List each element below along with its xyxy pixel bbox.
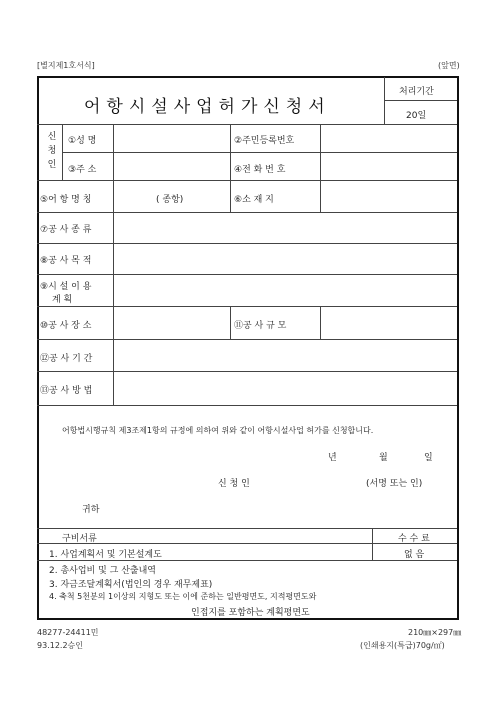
line-applicant-mid (62, 152, 457, 153)
line-docs-top (37, 528, 457, 529)
row8-label-divider (113, 243, 114, 274)
fee-value: 없 음 (404, 550, 425, 560)
row5-label-divider (113, 180, 114, 212)
fee-header: 수 수 료 (398, 534, 430, 544)
docs-fee-divider (372, 528, 373, 560)
scale-label: ⑪공 사 규 모 (234, 321, 287, 331)
docs-header: 구비서류 (62, 534, 97, 544)
line-row10-bottom (37, 339, 457, 340)
phone-label: ④전 화 번 호 (234, 165, 286, 175)
document-item-2: 2. 총사업비 및 그 산출내역 (49, 566, 156, 576)
applicant-mid-divider (230, 124, 231, 180)
row10-right-divider (320, 306, 321, 339)
date-year: 년 (328, 453, 337, 463)
address-label: ③주 소 (68, 165, 97, 175)
name-label: ①성 명 (68, 136, 97, 146)
method-label: ⑬공 사 방 법 (40, 386, 93, 396)
document-item-3: 3. 자금조달계획서(법인의 경우 재무제표) (49, 580, 213, 590)
approval-date: 93.12.2승인 (37, 641, 83, 650)
paper-size: 210㎜×297㎜ (408, 628, 462, 637)
row10-mid-divider (230, 306, 231, 339)
harbor-grade: ( 종항) (156, 195, 184, 205)
applicant-signature-label: 신 청 인 (218, 479, 250, 489)
row13-label-divider (113, 371, 114, 405)
line-title-bottom (37, 124, 457, 125)
row10-label-divider (113, 306, 114, 339)
paper-spec: (인쇄용지(특급)70g/㎡) (360, 641, 445, 650)
processing-divider (384, 100, 457, 101)
row12-label-divider (113, 339, 114, 371)
signature-note: (서명 또는 인) (366, 479, 423, 489)
period-label: ⑫공 사 기 간 (40, 354, 93, 364)
date-month: 월 (379, 453, 388, 463)
addressee-label: 귀하 (82, 505, 100, 515)
line-row9-bottom (37, 306, 457, 307)
applicant-right-divider (320, 124, 321, 180)
row9-label-divider (113, 274, 114, 306)
form-number: [별지제1호서식] (37, 61, 95, 70)
line-row5-bottom (37, 212, 457, 213)
frame-right (457, 76, 459, 620)
line-row13-bottom (37, 405, 457, 406)
resident-number-label: ②주민등록번호 (234, 136, 295, 146)
applicant-label-divider (113, 124, 114, 180)
page-side: (앞면) (438, 61, 460, 70)
date-day: 일 (424, 453, 433, 463)
document-item-4-continued: 인접지를 포함하는 계획평면도 (191, 608, 310, 618)
applicant-group-label: 신 청 인 (47, 132, 57, 170)
usage-plan-label-line1: ⑨시 설 이 용 (40, 282, 92, 292)
line-row7-bottom (37, 243, 457, 244)
site-label: ⑩공 사 장 소 (40, 321, 92, 331)
processing-label: 처리기간 (399, 87, 434, 97)
processing-days: 20일 (406, 111, 427, 121)
line-row12-bottom (37, 371, 457, 372)
row7-label-divider (113, 212, 114, 243)
application-statement: 어항법시행규칙 제3조제1항의 규정에 의하여 위와 같이 어항시설사업 허가를 신청합니다. (62, 426, 374, 435)
document-item-4: 4. 축척 5천분의 1이상의 지형도 또는 이에 준하는 일반평면도, 지적평면도와 (49, 592, 317, 601)
location-label: ⑥소 재 지 (234, 195, 274, 205)
line-row8-bottom (37, 274, 457, 275)
row5-right-divider (320, 180, 321, 212)
line-applicant-bottom (37, 180, 457, 181)
work-purpose-label: ⑧공 사 목 적 (40, 256, 92, 266)
row5-mid-divider (230, 180, 231, 212)
form-title: 어항시설사업허가신청서 (84, 97, 331, 117)
line-docs-fee-bottom (37, 560, 457, 561)
usage-plan-label-line2: 계 획 (52, 295, 73, 305)
form-code: 48277-24411민 (37, 628, 99, 637)
frame-bottom (37, 618, 459, 620)
document-item-1: 1. 사업계획서 및 기본설계도 (49, 550, 162, 560)
line-docs-header-bottom (37, 543, 457, 544)
frame-top (37, 76, 459, 78)
work-type-label: ⑦공 사 종 류 (40, 225, 92, 235)
harbor-name-label: ⑤어 항 명 칭 (40, 195, 92, 205)
frame-left (37, 76, 39, 620)
